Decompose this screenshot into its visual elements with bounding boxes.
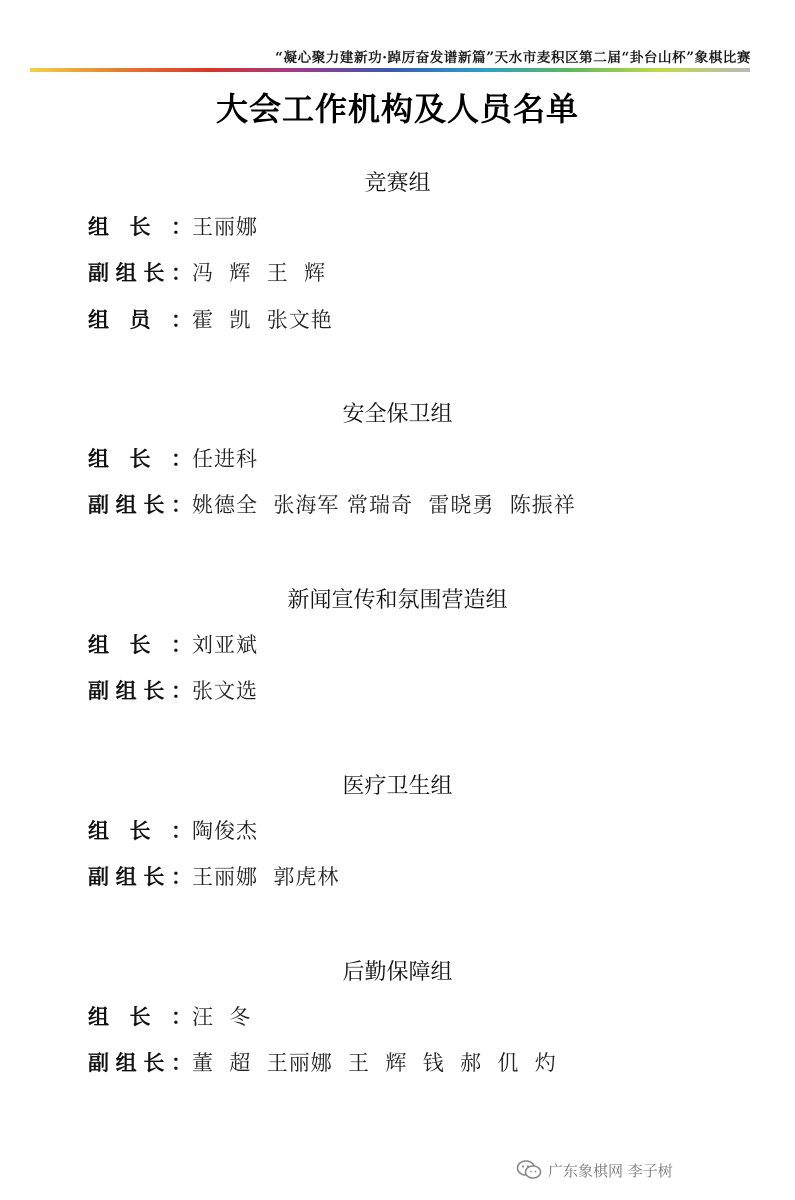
member-names: 任进科 bbox=[192, 447, 258, 471]
member-names: 霍 凯 张文艳 bbox=[192, 308, 333, 332]
section-title-logistics: 后勤保障组 bbox=[342, 960, 453, 985]
section-title-competition: 竞赛组 bbox=[364, 171, 431, 196]
role-row bbox=[88, 861, 339, 891]
role-row bbox=[88, 1001, 251, 1031]
header-rainbow-rule bbox=[30, 68, 750, 72]
role-row bbox=[88, 257, 326, 287]
role-row bbox=[88, 629, 258, 659]
member-names: 姚德全 张海军 常瑞奇 雷晓勇 陈振祥 bbox=[192, 493, 576, 517]
member-names: 王丽娜 郭虎林 bbox=[192, 865, 340, 889]
role-label: 组 长 ： bbox=[88, 447, 192, 471]
section-title-medical: 医疗卫生组 bbox=[342, 774, 453, 799]
header-subtitle: “凝心聚力建新功·踔厉奋发谱新篇”天水市麦积区第二届“卦台山杯”象棋比赛 bbox=[275, 50, 751, 66]
member-names: 董 超 王丽娜 王 辉 钱 郝 仉 灼 bbox=[192, 1051, 557, 1075]
role-row bbox=[88, 304, 333, 334]
role-label: 副 组 长 ： bbox=[88, 865, 192, 889]
role-label: 组 长 ： bbox=[88, 633, 192, 657]
role-label: 组 员 ： bbox=[88, 308, 192, 332]
wechat-icon bbox=[516, 1159, 542, 1181]
role-label: 组 长 ： bbox=[88, 215, 192, 239]
watermark bbox=[516, 1156, 673, 1184]
role-label: 副 组 长 ： bbox=[88, 679, 192, 703]
role-label: 组 长 ： bbox=[88, 1005, 192, 1029]
member-names: 冯 辉 王 辉 bbox=[192, 261, 327, 285]
role-label: 副 组 长 ： bbox=[88, 493, 192, 517]
member-names: 张文选 bbox=[192, 679, 258, 703]
role-row bbox=[88, 489, 576, 519]
member-names: 王丽娜 bbox=[192, 215, 258, 239]
section-title-security: 安全保卫组 bbox=[342, 402, 453, 427]
role-label: 组 长 ： bbox=[88, 819, 192, 843]
section-title-publicity: 新闻宣传和氛围营造组 bbox=[287, 588, 508, 613]
member-names: 陶俊杰 bbox=[192, 819, 258, 843]
role-label: 副 组 长 ： bbox=[88, 1051, 192, 1075]
running-header bbox=[0, 38, 795, 64]
role-row bbox=[88, 443, 258, 473]
role-label: 副 组 长 ： bbox=[88, 261, 192, 285]
role-row bbox=[88, 211, 258, 241]
role-row bbox=[88, 1047, 557, 1077]
role-row bbox=[88, 675, 258, 705]
rainbow-line-graphic bbox=[30, 68, 750, 72]
role-row bbox=[88, 815, 258, 845]
watermark-text: 广东象棋网 李子树 bbox=[548, 1161, 673, 1180]
page-title: 大会工作机构及人员名单 bbox=[215, 90, 579, 128]
member-names: 刘亚斌 bbox=[192, 633, 258, 657]
member-names: 汪 冬 bbox=[192, 1005, 252, 1029]
